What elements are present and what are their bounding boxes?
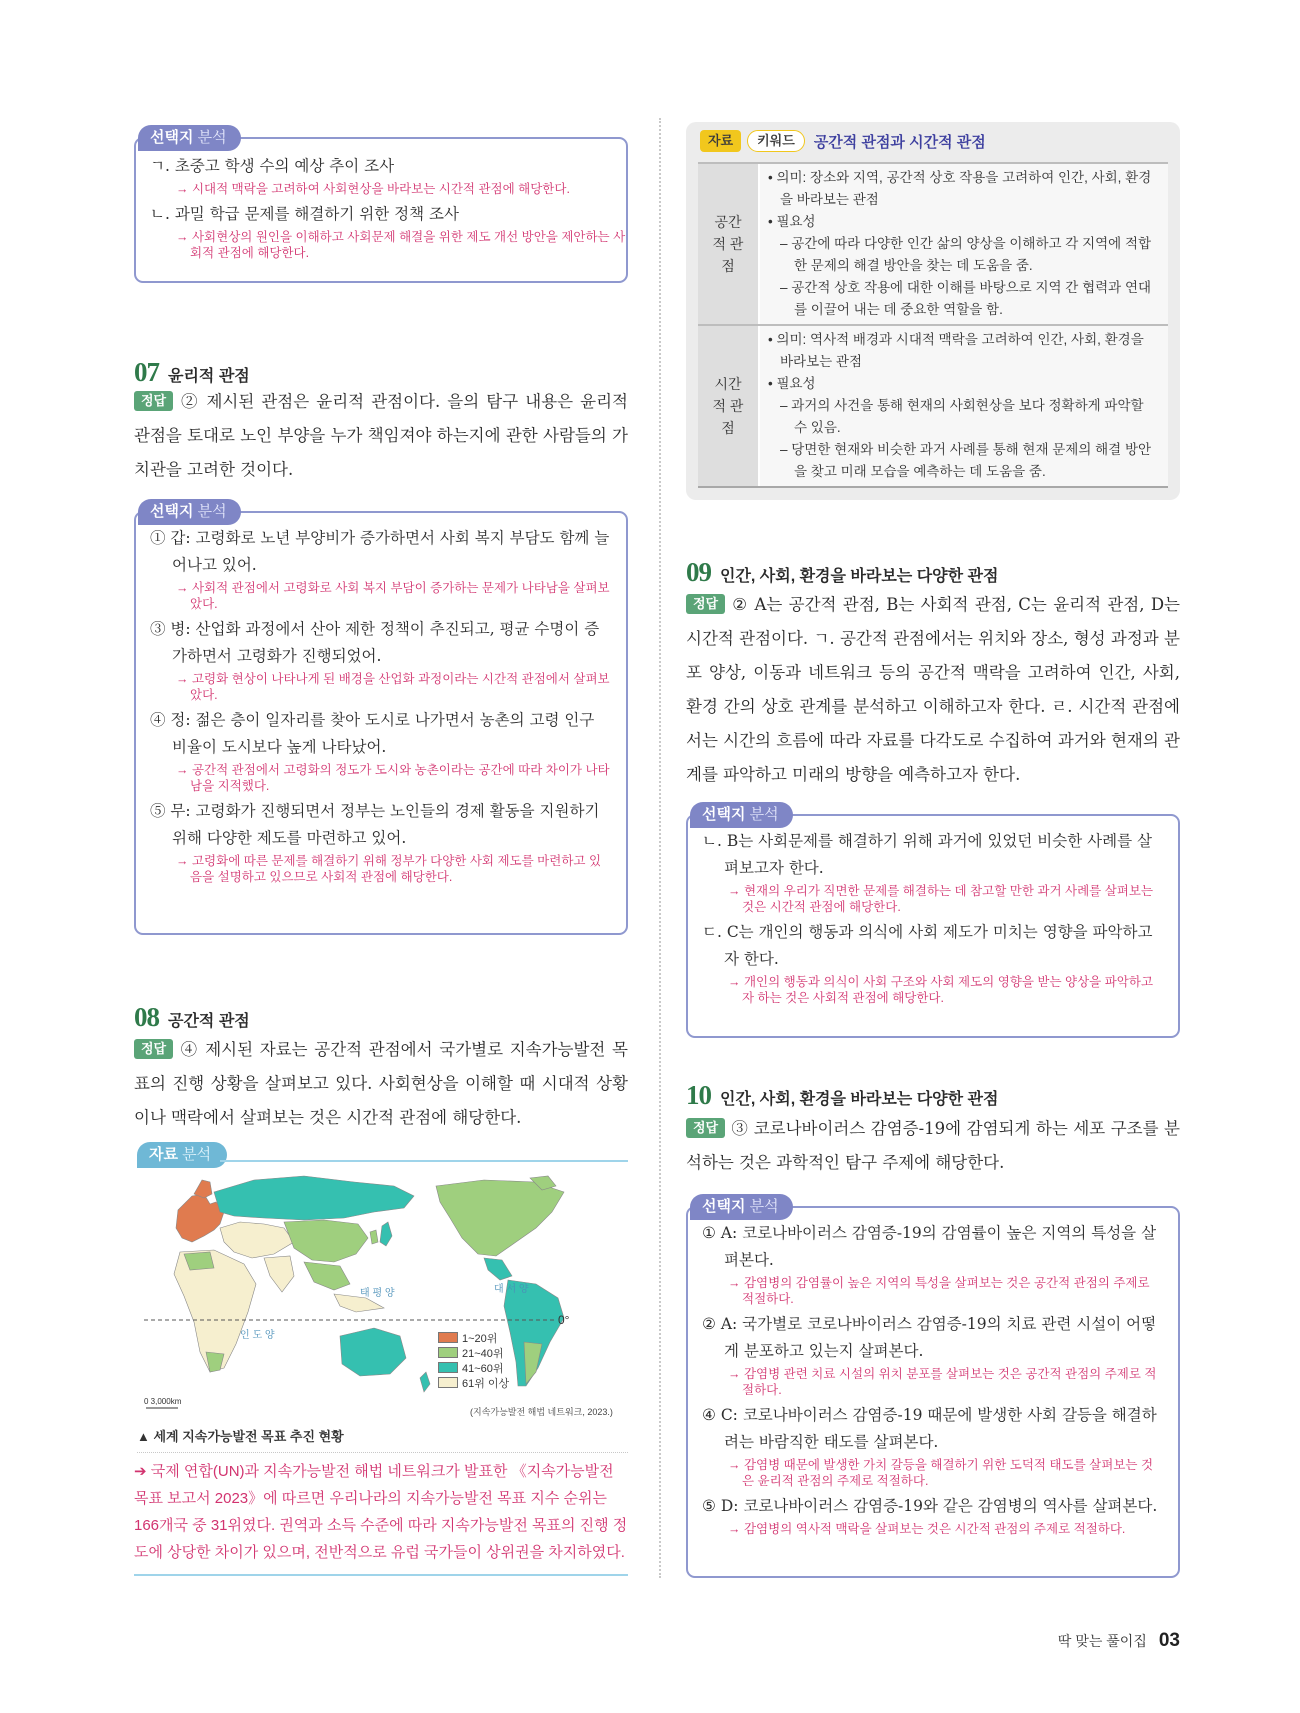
legend-item: 21~40위 xyxy=(438,1345,509,1360)
keyword-table xyxy=(698,162,1168,488)
choice-item: ③ 병: 산업화 과정에서 산아 제한 정책이 추진되고, 평균 수명이 증가하면서 고령화가 진행되었어. xyxy=(150,620,600,665)
question-number: 07 xyxy=(134,357,159,387)
question-08-heading xyxy=(134,1002,250,1033)
column-divider xyxy=(659,118,661,1578)
answer-badge: 정답 xyxy=(134,391,173,411)
choice-analysis-tag: 선택지 분석 xyxy=(690,1194,793,1220)
page-number: 03 xyxy=(1158,1630,1180,1651)
choice-analysis-tag: 선택지 분석 xyxy=(138,499,241,525)
row-label: 시간적 관점 xyxy=(698,326,760,486)
legend-swatch xyxy=(438,1377,458,1388)
world-map xyxy=(144,1172,624,1422)
choice-analysis-box-1 xyxy=(134,129,628,283)
choice-analysis-tag: 선택지 분석 xyxy=(690,802,793,828)
question-title: 공간적 관점 xyxy=(168,1013,250,1030)
label-equator: 0° xyxy=(558,1313,570,1327)
choice-item: ④ 정: 젊은 층이 일자리를 찾아 도시로 나가면서 농촌의 고령 인구 비율이 도시보다 높게 나타났어. xyxy=(150,711,595,756)
map-scale: 0 3,000km xyxy=(144,1397,182,1406)
question-10-heading xyxy=(686,1080,998,1111)
row-label: 공간적 관점 xyxy=(698,164,760,324)
data-badge: 자료 xyxy=(700,130,741,152)
keyword-row-temporal xyxy=(698,326,1168,488)
question-number: 09 xyxy=(686,557,711,587)
choice-note: → 감염병 때문에 발생한 가치 갈등을 해결하기 위한 도덕적 태도를 살펴보는 것은 윤리적 관점의 주제로 적절하다. xyxy=(728,1458,1154,1488)
answer-badge: 정답 xyxy=(686,594,725,614)
row-content: • 의미: 역사적 배경과 시대적 맥락을 고려하여 인간, 사회, 환경을 바라보는 관점 • 필요성 – 과거의 사건을 통해 현재의 사회현상을 보다 정확하게 파악할 수 있음. – 당면한 현재와 비슷한 과거 사례를 통해 현재 문제의 해결 방안을 찾고 미래 모습을 예측하는 데 도움을 줌. xyxy=(760,326,1168,486)
legend-swatch xyxy=(438,1347,458,1358)
answer-badge: 정답 xyxy=(134,1039,173,1059)
choice-analysis-box-10 xyxy=(686,1198,1180,1578)
footer-title: 딱 맞는 풀이집 xyxy=(1057,1633,1147,1649)
legend-swatch xyxy=(438,1362,458,1373)
question-08-answer xyxy=(134,1033,628,1135)
answer-badge: 정답 xyxy=(686,1118,725,1138)
legend-item: 41~60위 xyxy=(438,1360,509,1375)
map-legend xyxy=(438,1330,509,1390)
choice-item: ㄱ. 초중고 학생 수의 예상 추이 조사 xyxy=(150,157,395,175)
question-09-heading xyxy=(686,557,998,588)
choice-item: ㄴ. 과밀 학급 문제를 해결하기 위한 정책 조사 xyxy=(150,205,459,223)
question-title: 인간, 사회, 환경을 바라보는 다양한 관점 xyxy=(720,1091,999,1108)
choice-note: → 시대적 맥락을 고려하여 사회현상을 바라보는 시간적 관점에 해당한다. xyxy=(176,182,570,196)
question-07-answer xyxy=(134,385,628,487)
row-content: • 의미: 장소와 지역, 공간적 상호 작용을 고려하여 인간, 사회, 환경을 바라보는 관점 • 필요성 – 공간에 따라 다양한 인간 삶의 양상을 이해하고 각 지역에 적합한 문제의 해결 방안을 찾는 데 도움을 줌. – 공간적 상호 작용에 대한 이해를 바탕으로 지역 간 협력과 연대를 이끌어 내는 데 중요한 역할을 함. xyxy=(760,164,1168,324)
answer-text: ④ 제시된 자료는 공간적 관점에서 국가별로 지속가능발전 목표의 진행 상황을 살펴보고 있다. 사회현상을 이해할 때 시대적 상황이나 맥락에서 살펴보는 것은 시간적 관점에 해당한다. xyxy=(134,1040,628,1127)
choice-item: ㄴ. B는 사회문제를 해결하기 위해 과거에 있었던 비슷한 사례를 살펴보고자 한다. xyxy=(702,832,1152,877)
legend-item: 61위 이상 xyxy=(438,1375,509,1390)
choice-analysis-box-09 xyxy=(686,806,1180,1038)
choice-item: ② A: 국가별로 코로나바이러스 감염증-19의 치료 관련 시설이 어떻게 분포하고 있는지 살펴본다. xyxy=(702,1315,1157,1360)
choice-note: → 현재의 우리가 직면한 문제를 해결하는 데 참고할 만한 과거 사례를 살펴보는 것은 시간적 관점에 해당한다. xyxy=(728,884,1154,914)
choice-note: → 고령화에 따른 문제를 해결하기 위해 정부가 다양한 사회 제도를 마련하고 있음을 설명하고 있으므로 사회적 관점에 해당한다. xyxy=(176,854,602,884)
answer-text: ② 제시된 관점은 윤리적 관점이다. 을의 탐구 내용은 윤리적 관점을 토대로 노인 부양을 누가 책임져야 하는지에 관한 사람들의 가치관을 고려한 것이다. xyxy=(134,392,628,479)
choice-note: → 감염병의 역사적 맥락을 살펴보는 것은 시간적 관점의 주제로 적절하다. xyxy=(728,1522,1126,1536)
choice-note: → 감염병 관련 치료 시설의 위치 분포를 살펴보는 것은 공간적 관점의 주제로 적절하다. xyxy=(728,1367,1157,1397)
question-number: 10 xyxy=(686,1080,711,1110)
data-analysis-tag: 자료 분석 xyxy=(137,1142,227,1168)
keyword-row-spatial xyxy=(698,164,1168,326)
choice-analysis-box-07 xyxy=(134,503,628,935)
choice-note: → 감염병의 감염률이 높은 지역의 특성을 살펴보는 것은 공간적 관점의 주제로 적절하다. xyxy=(728,1276,1150,1306)
choice-item: ⑤ D: 코로나바이러스 감염증-19와 같은 감염병의 역사를 살펴본다. xyxy=(702,1497,1158,1515)
question-09-answer xyxy=(686,588,1180,792)
choice-item: ⑤ 무: 고령화가 진행되면서 정부는 노인들의 경제 활동을 지원하기 위해 다양한 제도를 마련하고 있어. xyxy=(150,802,600,847)
choice-note: → 공간적 관점에서 고령화의 정도가 도시와 농촌이라는 공간에 따라 차이가 나타남을 지적했다. xyxy=(176,763,610,793)
choice-note: → 사회적 관점에서 고령화로 사회 복지 부담이 증가하는 문제가 나타남을 살펴보았다. xyxy=(176,581,610,611)
label-indian: 인 도 양 xyxy=(240,1330,275,1341)
question-10-answer xyxy=(686,1112,1180,1180)
label-atlantic: 대 서 양 xyxy=(494,1284,529,1295)
question-07-heading xyxy=(134,357,250,388)
choice-item: ㄷ. C는 개인의 행동과 의식에 사회 제도가 미치는 영향을 파악하고자 한다. xyxy=(702,923,1153,968)
question-title: 윤리적 관점 xyxy=(168,368,250,385)
data-analysis-line xyxy=(220,1160,628,1162)
choice-item: ④ C: 코로나바이러스 감염증-19 때문에 발생한 사회 갈등을 해결하려는 바람직한 태도를 살펴본다. xyxy=(702,1406,1157,1451)
keyword-header xyxy=(700,130,986,152)
choice-note: → 개인의 행동과 의식이 사회 구조와 사회 제도의 영향을 받는 양상을 파악하고자 하는 것은 사회적 관점에 해당한다. xyxy=(728,975,1154,1005)
page-footer xyxy=(1058,1630,1180,1652)
choice-item: ① A: 코로나바이러스 감염증-19의 감염률이 높은 지역의 특성을 살펴본다. xyxy=(702,1224,1157,1269)
question-title: 인간, 사회, 환경을 바라보는 다양한 관점 xyxy=(720,568,999,585)
answer-text: ② A는 공간적 관점, B는 사회적 관점, C는 윤리적 관점, D는 시간적 관점이다. ㄱ. 공간적 관점에서는 위치와 장소, 형성 과정과 분포 양상, 이동과 네트워크 등의 공간적 맥락을 고려하여 인간, 사회, 환경 간의 상호 관계를 분석하고 이해하고자 한다. ㄹ. 시간적 관점에서는 시간의 흐름에 따라 자료를 다각도로 수집하여 과거와 현재의 관계를 파악하고 미래의 방향을 예측하고자 한다. xyxy=(686,595,1180,784)
choice-analysis-tag: 선택지 분석 xyxy=(138,125,241,151)
map-source: (지속가능발전 해법 네트워크, 2023.) xyxy=(470,1407,613,1417)
keyword-badge: 키워드 xyxy=(747,130,805,152)
legend-swatch xyxy=(438,1332,458,1343)
keyword-panel xyxy=(686,122,1180,500)
question-number: 08 xyxy=(134,1002,159,1032)
answer-text: ③ 코로나바이러스 감염증-19에 감염되게 하는 세포 구조를 분석하는 것은 과학적인 탐구 주제에 해당한다. xyxy=(686,1119,1180,1172)
label-pacific: 태 평 양 xyxy=(360,1288,395,1299)
caption-divider xyxy=(137,1452,628,1453)
keyword-title: 공간적 관점과 시간적 관점 xyxy=(813,133,986,151)
map-explanation: ➔ 국제 연합(UN)과 지속가능발전 해법 네트워크가 발표한 《지속가능발전 목표 보고서 2023》에 따르면 우리나라의 지속가능발전 목표 지수 순위는 166개국 중 31위였다. 권역과 소득 수준에 따라 지속가능발전 목표의 진행 정도에 상당한 차이가 있으며, 전반적으로 유럽 국가들이 상위권을 차지하였다. xyxy=(134,1463,628,1561)
choice-note: → 사회현상의 원인을 이해하고 사회문제 해결을 위한 제도 개선 방안을 제안하는 사회적 관점에 해당한다. xyxy=(176,230,626,260)
map-caption: ▲ 세계 지속가능발전 목표 추진 현황 xyxy=(137,1429,344,1444)
choice-item: ① 갑: 고령화로 노년 부양비가 증가하면서 사회 복지 부담도 함께 늘어나고 있어. xyxy=(150,529,610,574)
data-box-bottom-line xyxy=(134,1574,628,1576)
choice-note: → 고령화 현상이 나타나게 된 배경을 산업화 과정이라는 시간적 관점에서 살펴보았다. xyxy=(176,672,610,702)
legend-item: 1~20위 xyxy=(438,1330,509,1345)
